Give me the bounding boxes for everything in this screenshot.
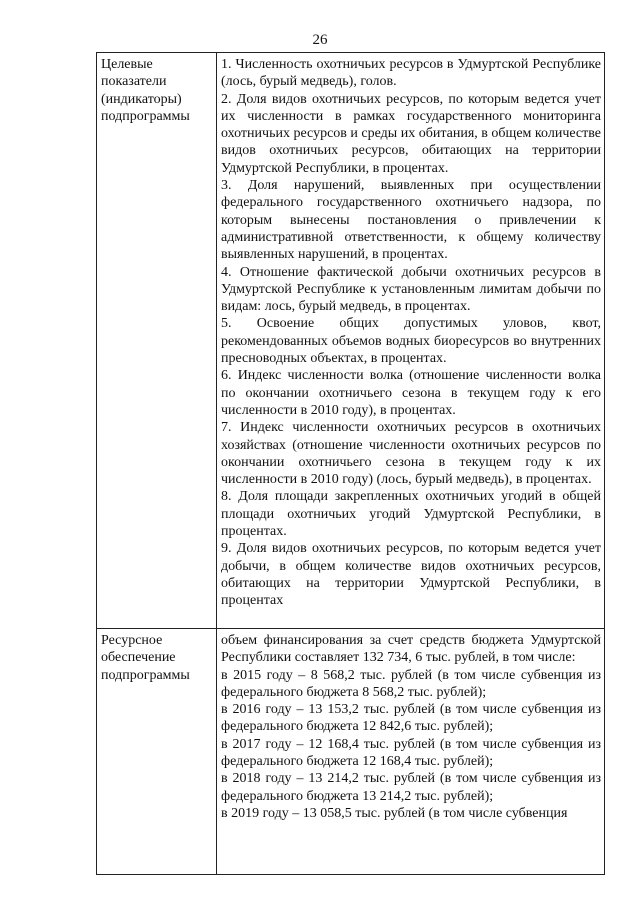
funding-item: в 2018 году – 13 214,2 тыс. рублей (в том числе субвенция из федерального бюджета 13 214,2 тыс. рублей); [221, 771, 601, 804]
row-content [217, 629, 605, 875]
indicator-item: 4. Отношение фактической добычи охотничьих ресурсов в Удмуртской Республике к установленным лимитам добычи по видам: лось, бурый медведь, в процентах. [221, 264, 601, 315]
indicator-item: 5. Освоение общих допустимых уловов, квот, рекомендованных объемов водных биоресурсов во внутренних пресноводных объектах, в процентах. [221, 316, 601, 367]
funding-item: в 2017 году – 12 168,4 тыс. рублей (в том числе субвенция из федерального бюджета 12 168,4 тыс. рублей); [221, 736, 601, 770]
indicator-item: 8. Доля площади закрепленных охотничьих угодий в общей площади охотничьих угодий Удмуртской Республики, в процентах. [221, 489, 601, 540]
row-label: Ресурсное обеспечение подпрограммы [97, 629, 217, 875]
table-row-resources [97, 629, 605, 875]
funding-item: объем финансирования за счет средств бюджета Удмуртской Республики составляет 132 734, 6 тыс. рублей, в том числе: [221, 633, 601, 666]
table-row-indicators [97, 53, 605, 629]
row-label: Целевые показатели (индикаторы) подпрограммы [97, 53, 217, 629]
funding-item: в 2019 году – 13 058,5 тыс. рублей (в том числе субвенция [221, 805, 568, 821]
indicator-item: 7. Индекс численности охотничьих ресурсов в охотничьих хозяйствах (отношение численности охотничьих ресурсов по окончании охотничьего сезона в текущем году к их численности в 2010 году) (лось, бурый медведь), в процентах. [221, 420, 601, 488]
indicator-item: 6. Индекс численности волка (отношение численности волка по окончании охотничьего сезона в текущем году к его численности в 2010 году), в процентах. [221, 368, 601, 418]
indicator-item: 9. Доля видов охотничьих ресурсов, по которым ведется учет добычи, в общем количестве видов охотничьих ресурсов, обитающих на территории Удмуртской Республики, в процентах [221, 541, 601, 609]
indicator-item: 2. Доля видов охотничьих ресурсов, по которым ведется учет их численности в рамках государственного мониторинга охотничьих ресурсов и среды их обитания, в общем количестве видов охотничьих ресурсов, обитающих на территории Удмуртской Республики, в процентах. [221, 91, 601, 176]
indicator-item: 3. Доля нарушений, выявленных при осуществлении федерального государственного охотничьего надзора, по которым вынесены постановления о привлечении к административной ответственности, к общему количеству выявленных нарушений, в процентах. [221, 178, 601, 263]
passport-table [96, 52, 605, 875]
indicator-item: 1. Численность охотничьих ресурсов в Удмуртской Республике (лось, бурый медведь), голов. [221, 57, 601, 90]
page-number: 26 [312, 32, 328, 48]
funding-item: в 2016 году – 13 153,2 тыс. рублей (в том числе субвенция из федерального бюджета 12 842,6 тыс. рублей); [221, 702, 601, 735]
funding-item: в 2015 году – 8 568,2 тыс. рублей (в том числе субвенция из федерального бюджета 8 568,2 тыс. рублей); [221, 667, 601, 700]
row-content [217, 53, 605, 629]
